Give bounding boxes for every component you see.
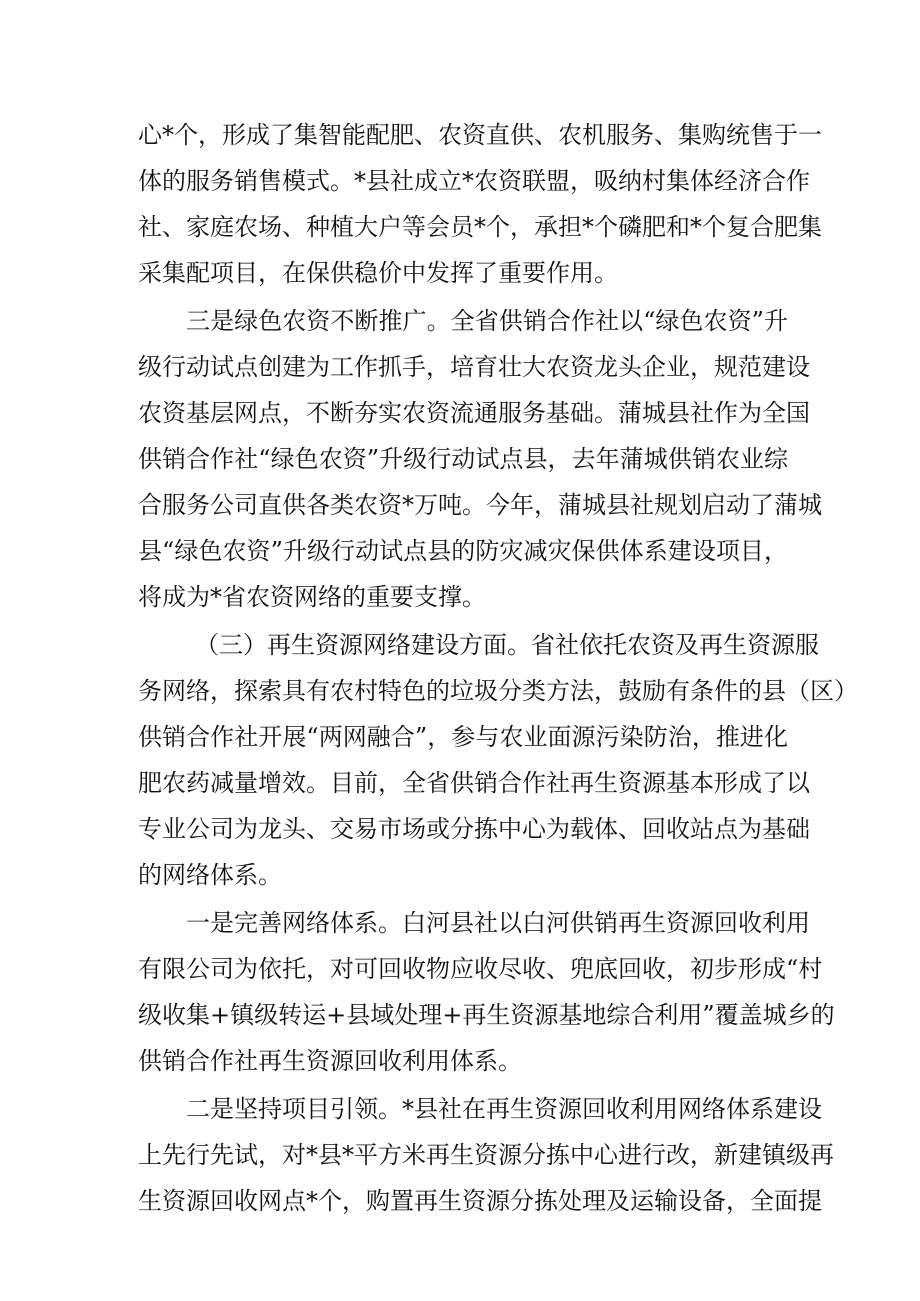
text-line: 体的服务销售模式。*县社成立*农资联盟，吸纳村集体经济合作 [138,167,810,195]
text-line: 采集配项目，在保供稳价中发挥了重要作用。 [138,259,618,287]
section-heading-line: （三）再生资源网络建设方面。省社依托农资及再生资源服 [195,631,819,659]
text-line: 社、家庭农场、种植大户等会员*个，承担*个磷肥和*个复合肥集 [138,213,822,241]
text-line: 有限公司为依托，对可回收物应收尽收、兜底回收，初步形成“村 [138,955,823,983]
text-line: 供销合作社开展“两网融合”，参与农业面源污染防治，推进化 [138,723,788,751]
paragraph-first-line: 一是完善网络体系。白河县社以白河供销再生资源回收利用 [186,909,810,937]
text-line: 生资源回收网点*个，购置再生资源分拣处理及运输设备，全面提 [138,1187,822,1215]
text-line: 的网络体系。 [138,861,282,889]
text-line: 农资基层网点，不断夯实农资流通服务基础。蒲城县社作为全国 [138,399,810,427]
text-line: 专业公司为龙头、交易市场或分拣中心为载体、回收站点为基础 [138,815,810,843]
text-line: 县“绿色农资”升级行动试点县的防灾减灾保供体系建设项目， [138,537,788,565]
text-line: 供销合作社再生资源回收利用体系。 [138,1047,522,1075]
text-line: 上先行先试，对*县*平方米再生资源分拣中心进行改，新建镇级再 [138,1141,834,1169]
text-line: 将成为*省农资网络的重要支撑。 [138,583,486,611]
paragraph-first-line: 三是绿色农资不断推广。全省供销合作社以“绿色农资”升 [186,307,788,335]
paragraph-first-line: 二是坚持项目引领。*县社在再生资源回收利用网络体系建设 [186,1095,822,1123]
text-line: 合服务公司直供各类农资*万吨。今年，蒲城县社规划启动了蒲城 [138,491,822,519]
text-line: 供销合作社“绿色农资”升级行动试点县，去年蒲城供销农业综 [138,445,788,473]
text-line: 级收集+镇级转运+县域处理+再生资源基地综合利用”覆盖城乡的 [138,1001,835,1029]
text-line: 心*个，形成了集智能配肥、农资直供、农机服务、集购统售于一 [138,121,822,149]
text-line: 肥农药减量增效。目前，全省供销合作社再生资源基本形成了以 [138,769,810,797]
text-line: 级行动试点创建为工作抓手，培育壮大农资龙头企业，规范建设 [138,353,810,381]
text-line: 务网络，探索具有农村特色的垃圾分类方法，鼓励有条件的县（区） [138,677,858,705]
